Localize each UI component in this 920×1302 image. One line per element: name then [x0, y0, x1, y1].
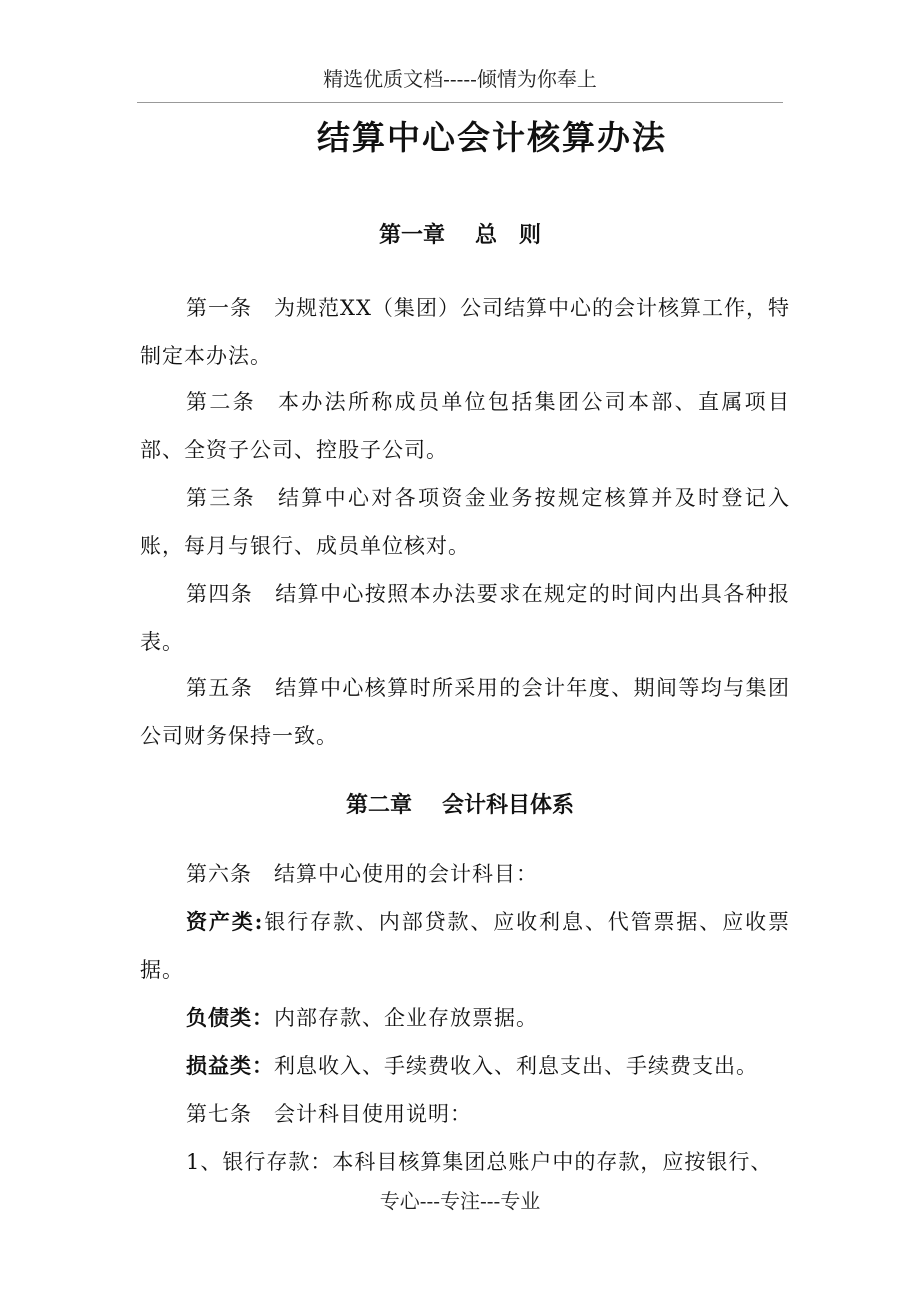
chapter-name: 总 则	[475, 222, 542, 248]
category-text: 银行存款、内部贷款、应收利息、代管票据、应收票据。	[140, 910, 790, 982]
article-label: 第四条	[186, 582, 254, 606]
article-7	[140, 1090, 790, 1138]
article-text: 会计科目使用说明：	[274, 1102, 472, 1126]
category-text: 利息收入、手续费收入、利息支出、手续费支出。	[274, 1054, 758, 1078]
category-label: 资产类:	[186, 909, 264, 934]
page-header: 精选优质文档-----倾情为你奉上	[323, 67, 597, 91]
header-divider	[137, 102, 783, 103]
article-3	[140, 474, 790, 570]
list-item: 1、银行存款：本科目核算集团总账户中的存款，应按银行、	[186, 1150, 773, 1174]
article-text: 结算中心对各项资金业务按规定核算并及时登记入账，每月与银行、成员单位核对。	[140, 486, 790, 558]
chapter-name: 会计科目体系	[442, 792, 575, 818]
article-text: 结算中心按照本办法要求在规定的时间内出具各种报表。	[140, 582, 791, 654]
article-text: 为规范XX（集团）公司结算中心的会计核算工作，特制定本办法。	[140, 296, 790, 368]
article-label: 第六条	[186, 862, 252, 886]
article-6	[140, 850, 790, 898]
document-title: 结算中心会计核算办法	[317, 118, 667, 157]
article-label: 第七条	[186, 1102, 252, 1126]
article-label: 第一条	[186, 296, 253, 320]
article-label: 第三条	[186, 486, 256, 510]
category-label: 损益类：	[186, 1053, 274, 1078]
article-5	[140, 664, 790, 760]
category-text: 内部存款、企业存放票据。	[274, 1006, 538, 1030]
article-2	[140, 378, 790, 474]
category-liabilities	[140, 994, 790, 1042]
article-1	[140, 284, 790, 380]
category-label: 负债类：	[186, 1005, 274, 1030]
chapter-number: 第二章	[345, 792, 412, 818]
chapter-heading-1	[0, 218, 920, 252]
article-text: 结算中心使用的会计科目：	[274, 862, 538, 886]
page-footer: 专心---专注---专业	[379, 1189, 541, 1213]
chapter-heading-2	[0, 788, 920, 822]
category-assets	[140, 898, 790, 994]
article-label: 第五条	[186, 676, 254, 700]
article-4	[140, 570, 790, 666]
chapter-number: 第一章	[378, 222, 445, 248]
article-label: 第二条	[186, 390, 256, 414]
article-text: 结算中心核算时所采用的会计年度、期间等均与集团公司财务保持一致。	[140, 676, 791, 748]
article-text: 本办法所称成员单位包括集团公司本部、直属项目部、全资子公司、控股子公司。	[140, 390, 790, 462]
category-profit-loss	[140, 1042, 790, 1090]
